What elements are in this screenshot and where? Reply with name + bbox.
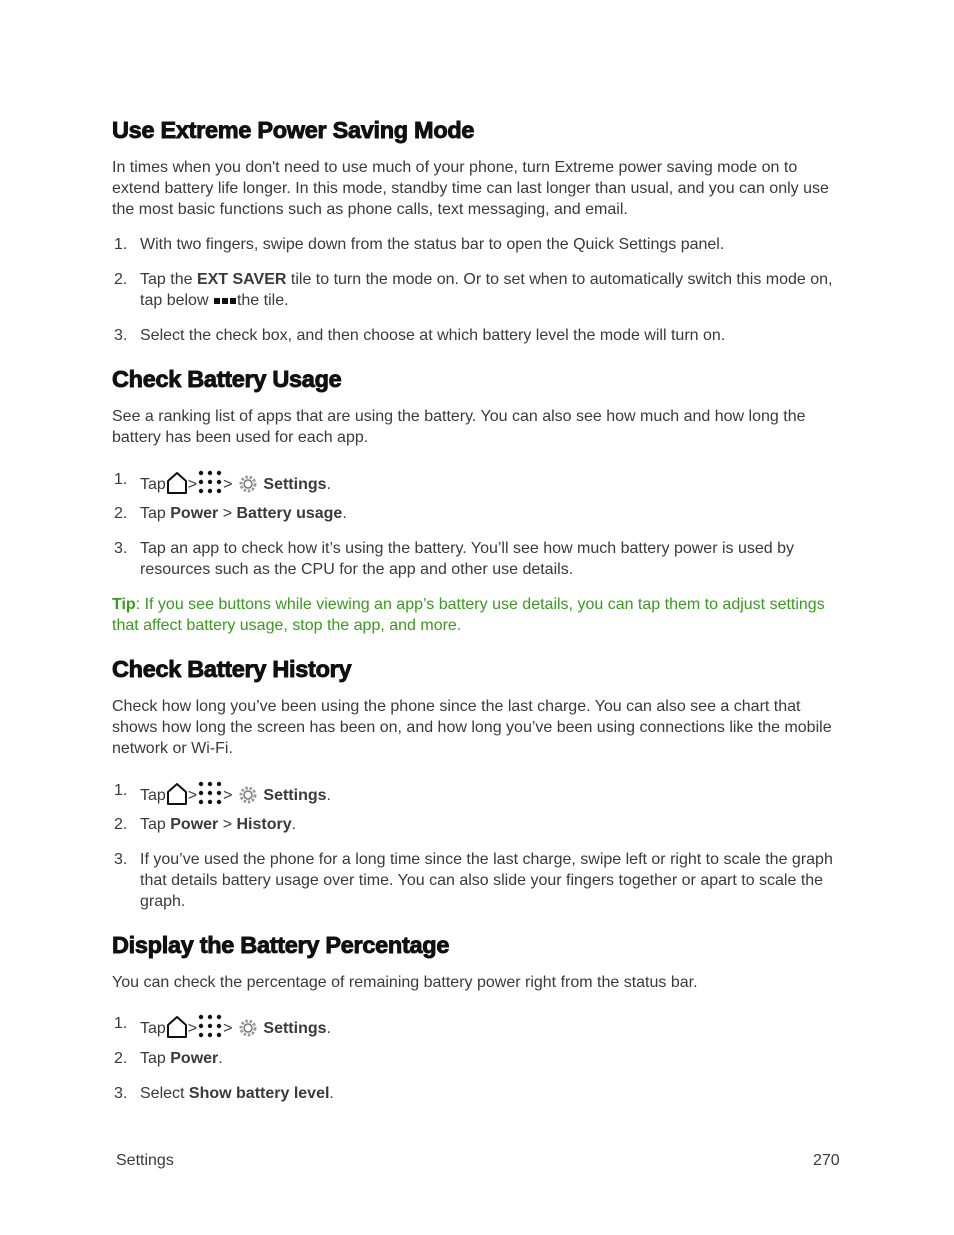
home-icon — [166, 1015, 188, 1039]
footer-section-name: Settings — [116, 1152, 174, 1169]
footer-page-number: 270 — [813, 1152, 840, 1169]
settings-gear-icon — [237, 784, 259, 806]
settings-gear-icon — [237, 1017, 259, 1039]
apps-grid-icon — [197, 1013, 223, 1039]
section-heading-battery-percentage: Display the Battery Percentage — [112, 932, 450, 958]
apps-grid-icon — [197, 780, 223, 806]
section-intro: See a ranking list of apps that are using the battery. You can also see how much and how long the battery has been used for each app. — [112, 408, 806, 446]
apps-grid-icon — [197, 469, 223, 495]
section-intro: Check how long you’ve been using the phone since the last charge. You can also see a chart that shows how long the screen has been on, and how long you’ve been using connections like the mobile network or Wi-Fi. — [112, 698, 832, 757]
settings-gear-icon — [237, 473, 259, 495]
section-heading-extreme-power: Use Extreme Power Saving Mode — [112, 117, 475, 143]
section-intro: You can check the percentage of remaining battery power right from the status bar. — [112, 974, 698, 991]
section-intro: In times when you don't need to use much of your phone, turn Extreme power saving mode on to extend battery life longer. In this mode, standby time can last longer than usual, and you can only use the most basic functions such as phone calls, text messaging, and email. — [112, 159, 829, 218]
tip-note: Tip: If you see buttons while viewing an app’s battery use details, you can tap them to adjust settings that affect battery usage, stop the app, and more. — [112, 596, 825, 634]
more-dots-icon — [213, 290, 237, 300]
home-icon — [166, 782, 188, 806]
section-heading-battery-usage: Check Battery Usage — [112, 366, 342, 392]
section-heading-battery-history: Check Battery History — [112, 656, 352, 682]
home-icon — [166, 471, 188, 495]
